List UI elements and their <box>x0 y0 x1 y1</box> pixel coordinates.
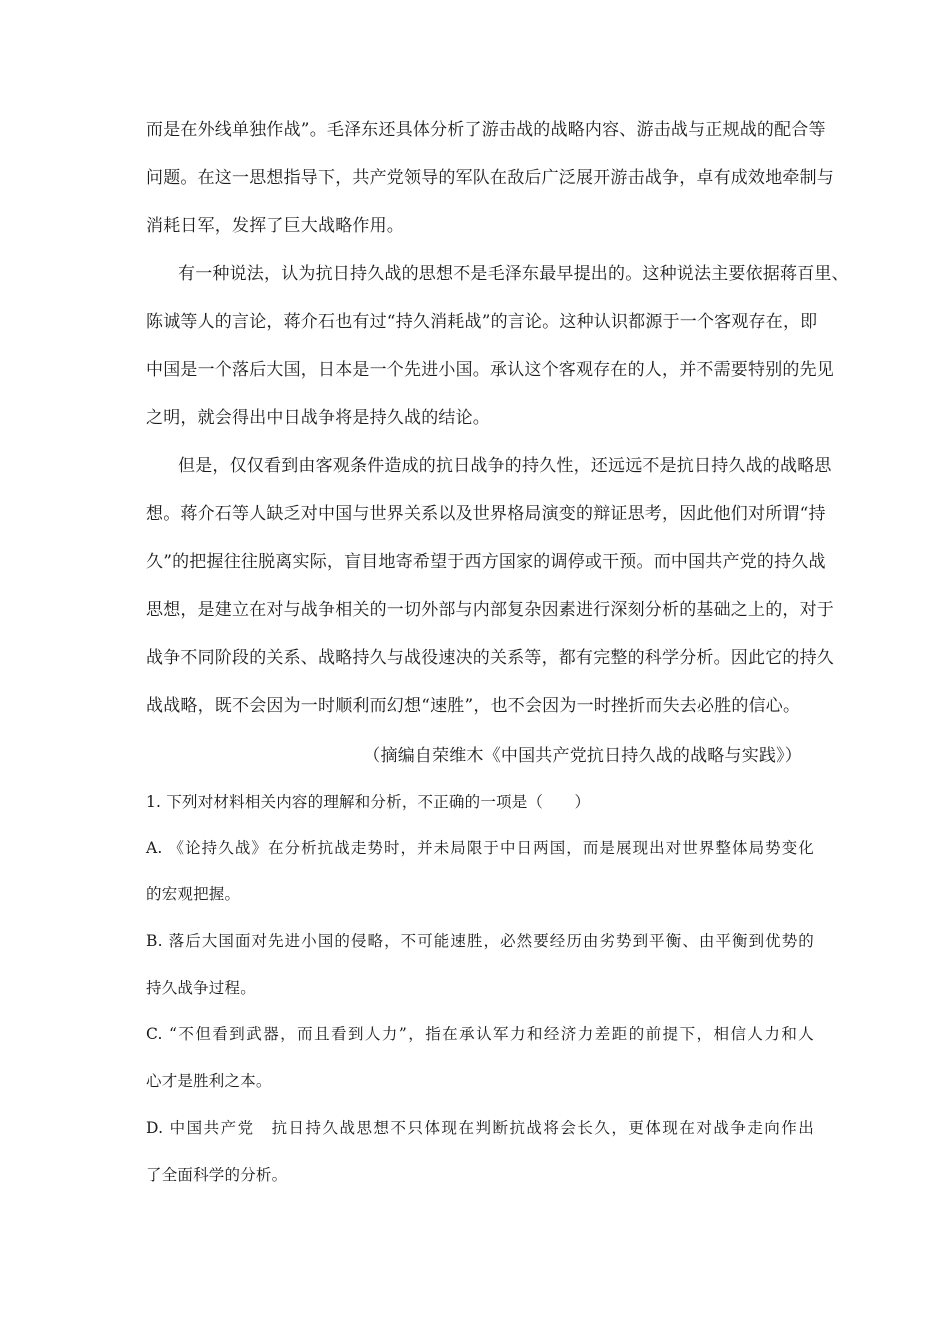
option-a-line: A. 《论持久战》在分析抗战走势时，并未局限于中日两国，而是展现出对世界整体局势变化 <box>146 839 814 857</box>
text-line: 消耗日军，发挥了巨大战略作用。 <box>146 216 404 236</box>
text-line: 战战略，既不会因为一时顺利而幻想“速胜”，也不会因为一时挫折而失去必胜的信心。 <box>146 696 801 716</box>
text-line: 久”的把握往往脱离实际，盲目地寄希望于西方国家的调停或干预。而中国共产党的持久战 <box>146 552 826 572</box>
text-line: 战争不同阶段的关系、战略持久与战役速决的关系等，都有完整的科学分析。因此它的持久 <box>146 648 834 668</box>
text-line: 陈诚等人的言论，蒋介石也有过“持久消耗战”的言论。这种认识都源于一个客观存在，即 <box>146 312 818 332</box>
text-line: 但是，仅仅看到由客观条件造成的抗日战争的持久性，还远远不是抗日持久战的战略思 <box>178 456 832 476</box>
option-c-line: C. “不但看到武器，而且看到人力”，指在承认军力和经济力差距的前提下，相信人力和人 <box>146 1025 814 1043</box>
option-b-line: B. 落后大国面对先进小国的侵略，不可能速胜，必然要经历由劣势到平衡、由平衡到优势的 <box>146 932 814 950</box>
option-c-line: 心才是胜利之本。 <box>146 1072 272 1090</box>
question-stem: 1. 下列对材料相关内容的理解和分析，不正确的一项是（ ） <box>146 793 591 811</box>
source-citation: （摘编自荣维木《中国共产党抗日持久战的战略与实践》） <box>363 746 802 766</box>
text-line: 中国是一个落后大国，日本是一个先进小国。承认这个客观存在的人，并不需要特别的先见 <box>146 360 834 380</box>
option-a-line: 的宏观把握。 <box>146 885 241 903</box>
text-line: 问题。在这一思想指导下，共产党领导的军队在敌后广泛展开游击战争，卓有成效地牵制与 <box>146 168 834 188</box>
text-line: 想。蒋介石等人缺乏对中国与世界关系以及世界格局演变的辩证思考，因此他们对所谓“持 <box>146 504 826 524</box>
option-b-line: 持久战争过程。 <box>146 979 256 997</box>
text-line: 有一种说法，认为抗日持久战的思想不是毛泽东最早提出的。这种说法主要依据蒋百里、 <box>178 264 849 284</box>
option-d-line: 了全面科学的分析。 <box>146 1166 288 1184</box>
text-line: 而是在外线单独作战”。毛泽东还具体分析了游击战的战略内容、游击战与正规战的配合等 <box>146 120 826 140</box>
option-d-line: D. 中国共产党 抗日持久战思想不只体现在判断抗战将会长久，更体现在对战争走向作出 <box>146 1119 814 1137</box>
text-line: 思想，是建立在对与战争相关的一切外部与内部复杂因素进行深刻分析的基础之上的，对于 <box>146 600 834 620</box>
text-line: 之明，就会得出中日战争将是持久战的结论。 <box>146 408 490 428</box>
